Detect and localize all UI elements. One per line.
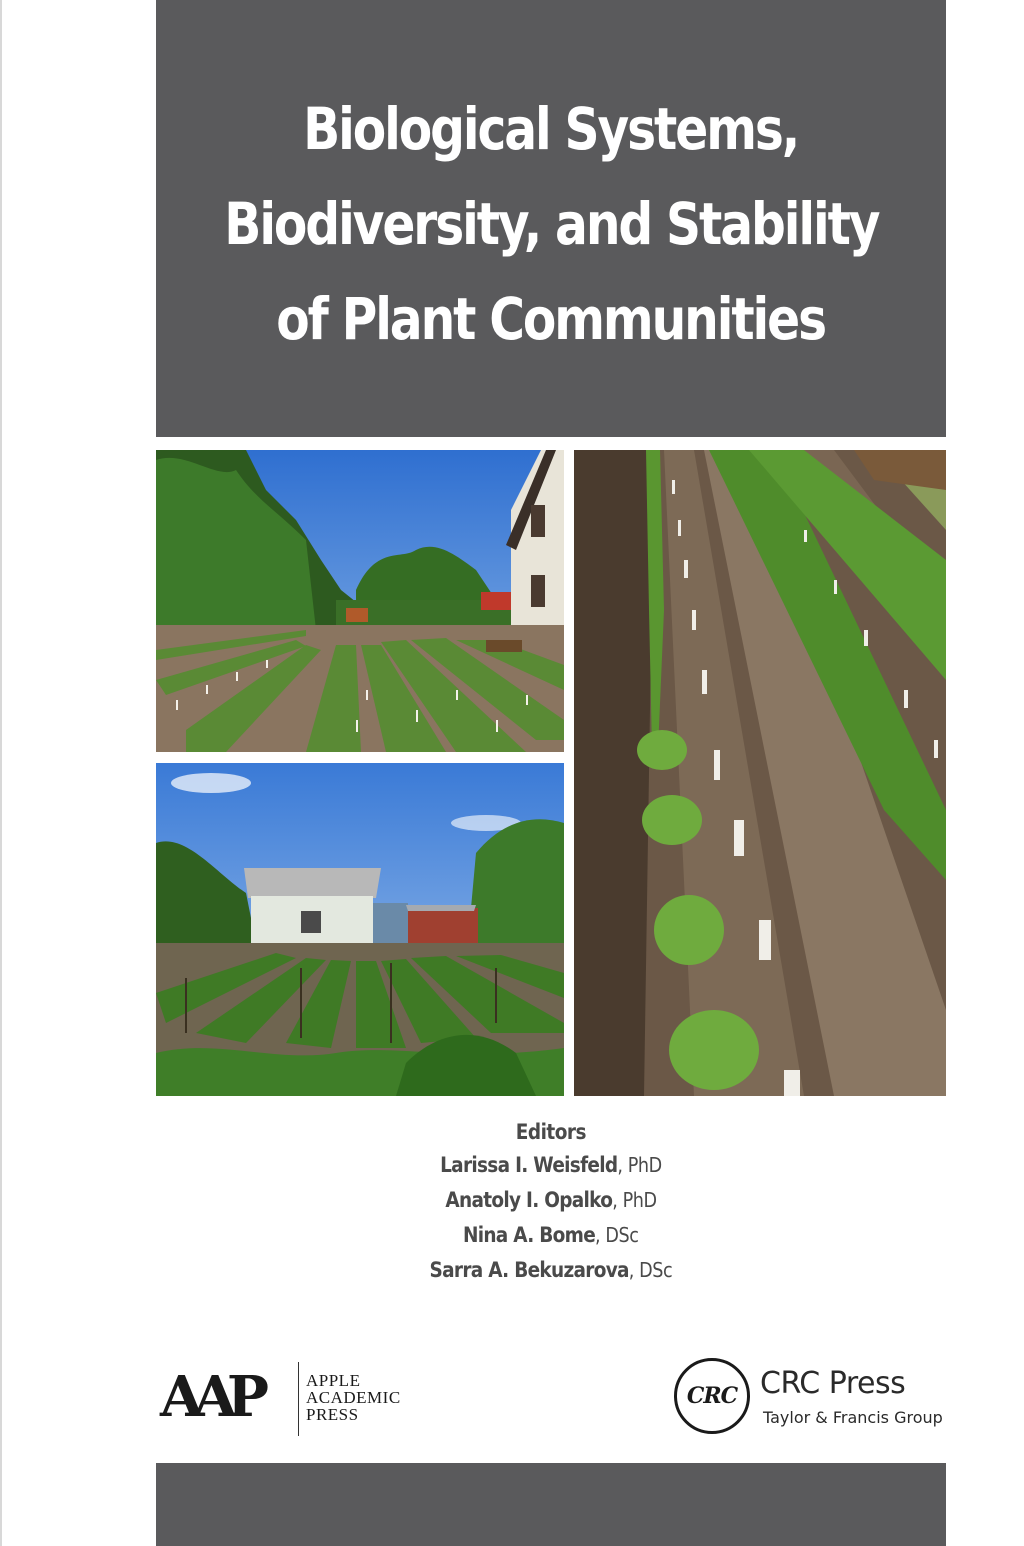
editor-degree: , PhD xyxy=(612,1188,657,1212)
book-title-line-1: Biological Systems, xyxy=(303,95,799,163)
aap-line: APPLE xyxy=(306,1371,361,1390)
aap-line: ACADEMIC xyxy=(306,1388,401,1407)
crc-circle-icon xyxy=(674,1358,750,1434)
editor-name: Larissa I. Weisfeld xyxy=(440,1153,618,1177)
logo-divider xyxy=(298,1362,299,1436)
editor-name: Anatoly I. Opalko xyxy=(445,1188,613,1212)
title-band xyxy=(156,0,946,437)
editor-degree: , DSc xyxy=(595,1223,639,1247)
apple-academic-press-logo xyxy=(160,1362,430,1438)
crc-press-subtitle: Taylor & Francis Group xyxy=(763,1408,943,1427)
editor-row xyxy=(156,1253,946,1288)
book-cover xyxy=(156,0,946,1546)
editors-block xyxy=(156,1120,946,1288)
editor-row xyxy=(156,1218,946,1253)
book-title-line-2: Biodiversity, and Stability xyxy=(223,190,879,258)
aap-wordmark xyxy=(306,1372,401,1423)
photo-experimental-plots xyxy=(156,450,564,752)
aap-mark: AAP xyxy=(160,1364,260,1430)
page-edge-line xyxy=(0,0,2,1546)
book-title-line-3: of Plant Communities xyxy=(276,285,826,353)
bottom-band xyxy=(156,1463,946,1546)
editor-name: Nina A. Bome xyxy=(463,1223,596,1247)
editors-label: Editors xyxy=(515,1120,587,1144)
photo-garden-rows-house xyxy=(156,763,564,1096)
crc-press-name: CRC Press xyxy=(760,1366,906,1401)
aap-line: PRESS xyxy=(306,1405,359,1424)
crc-mark: CRC xyxy=(686,1383,738,1409)
editor-degree: , PhD xyxy=(617,1153,662,1177)
photo-seedling-rows-closeup xyxy=(574,450,946,1096)
editor-row xyxy=(156,1148,946,1183)
editor-row xyxy=(156,1183,946,1218)
crc-press-logo xyxy=(674,1358,946,1442)
editor-degree: , DSc xyxy=(628,1258,673,1282)
editor-name: Sarra A. Bekuzarova xyxy=(429,1258,629,1282)
